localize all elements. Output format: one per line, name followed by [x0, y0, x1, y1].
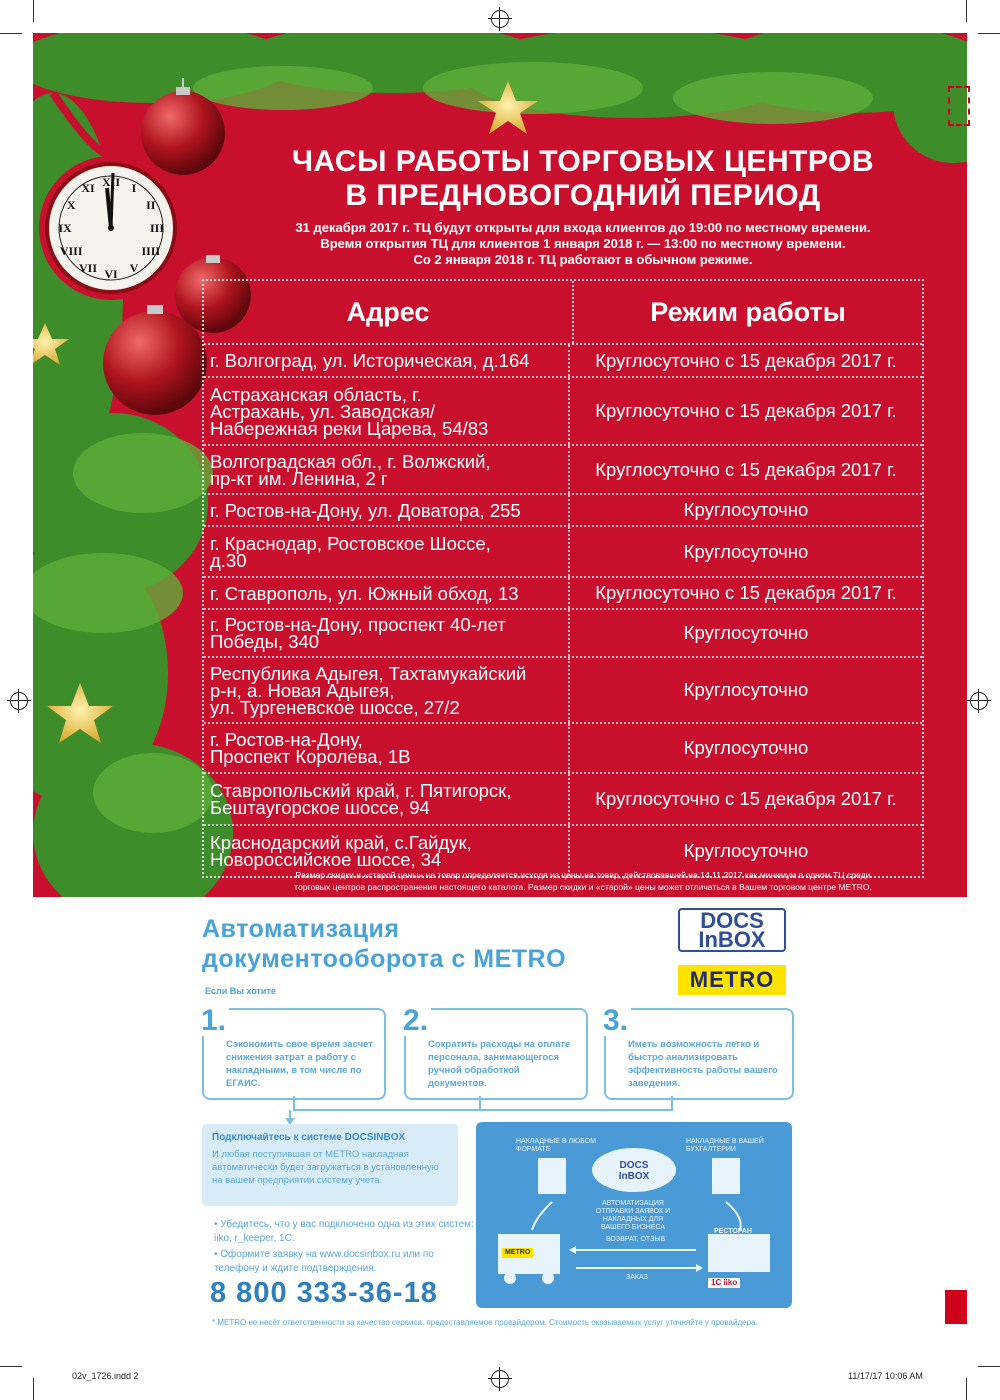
bullet-apply: • Оформите заявку на www.docsinbox.ru или по телефону и ждите подтверждения. [214, 1249, 434, 1274]
metro-logo-text: METRO [689, 967, 775, 992]
cell-mode: Круглосуточно [683, 622, 809, 643]
diagram-systems-label: 1С iiko [708, 1278, 740, 1288]
step-text: Иметь возможность легко и быстро анализировать эффективность работы вашего заведения. [628, 1039, 778, 1089]
diagram-order-label: ЗАКАЗ [626, 1274, 648, 1281]
page-edge-marker [945, 1290, 967, 1324]
cell-mode: Круглосуточно [683, 840, 809, 861]
clock-numeral: II [146, 198, 156, 212]
step-text: Сократить расходы на оплате персонала, занимающегося ручной обработкой документов. [428, 1039, 571, 1089]
banner-title [233, 145, 933, 213]
banner-subtitle [233, 220, 933, 268]
footnote-line2: торговых центров распространения настоящего каталога. Размер скидки и «старой» цены может отличаться в Вашем торговом центре METRO. [294, 882, 872, 892]
table-row [204, 495, 922, 527]
cell-mode: Круглосуточно [683, 540, 809, 562]
ad-title-line1: Автоматизация [202, 915, 400, 943]
table-row [204, 446, 922, 495]
clock-numeral: X [66, 198, 76, 212]
clock-numeral: VI [104, 267, 118, 281]
step-text: Сэкономить свое время засчет снижения затрат а работу с накладными, в том числе по ЕГАИС. [226, 1039, 373, 1089]
cell-mode: Круглосуточно [683, 737, 809, 758]
clock-numeral: V [129, 260, 139, 275]
crop-mark [978, 33, 1000, 34]
cell-address: г. Ростов-на-Дону, ул. Доватора, 255 [204, 495, 570, 525]
clock-numeral: III [149, 221, 165, 235]
step-number: 1. [198, 1006, 229, 1036]
clock-numeral: IX [58, 221, 72, 235]
bullet-systems: • Убедитесь, что у вас подключено одна из этих систем: iiko, r_keeper, 1С. [214, 1219, 474, 1244]
cell-mode: Круглосуточно с 15 декабря 2017 г. [595, 458, 897, 480]
table-row [204, 658, 922, 724]
ad-title [202, 914, 566, 974]
table-row [204, 527, 922, 578]
crop-mark [0, 33, 22, 34]
cell-mode: Круглосуточно с 15 декабря 2017 г. [595, 349, 897, 371]
store-hours-table [202, 279, 924, 878]
clock-numeral: XII [101, 175, 121, 189]
cell-address: г. Ростов-на-Дону, проспект 40-лет Победы, 340 [204, 610, 570, 656]
table-row [204, 610, 922, 658]
cell-mode: Круглосуточно с 15 декабря 2017 г. [595, 582, 897, 603]
table-header [204, 281, 922, 345]
crop-mark [966, 0, 967, 22]
slug-file: 02v_1726.indd 2 [72, 1371, 139, 1381]
subtitle-line3: Со 2 января 2018 г. ТЦ работают в обычном режиме. [413, 252, 753, 267]
workflow-diagram [476, 1122, 792, 1308]
diagram-shop-label: РЕСТОРАН [714, 1228, 752, 1235]
connect-heading: Подключайтесь к системе DOCSINBOX [212, 1132, 406, 1143]
diagram-label-right: НАКЛАДНЫЕ В ВАШЕЙ БУХГАЛТЕРИИ [686, 1138, 764, 1153]
cell-address: г. Краснодар, Ростовское Шоссе, д.30 [204, 527, 570, 576]
registration-mark-right [970, 692, 988, 710]
clock-numeral: IIII [141, 244, 161, 258]
cell-mode: Круглосуточно [683, 499, 809, 520]
cell-address: Волгоградская обл., г. Волжский, пр-кт им. Ленина, 2 г [204, 446, 570, 493]
crop-mark [33, 1378, 34, 1400]
benefit-step-2 [403, 1004, 588, 1100]
subtitle-line1: 31 декабря 2017 г. ТЦ будут открыты для входа клиентов до 19:00 по местному времени. [295, 220, 871, 235]
clock-numeral: XI [81, 181, 95, 196]
header-address: Адрес [204, 281, 574, 343]
cell-address: г. Волгоград, ул. Историческая, д.164 [204, 345, 570, 376]
docsinbox-logo [678, 908, 786, 950]
header-mode: Режим работы [650, 296, 846, 327]
step-number: 3. [600, 1006, 631, 1036]
cell-mode: Круглосуточно [683, 679, 809, 700]
table-row [204, 345, 922, 378]
cell-address: г. Ростов-на-Дону, Проспект Королева, 1В [204, 724, 570, 772]
cell-address: Ставропольский край, г. Пятигорск, Бештаугорское шоссе, 94 [204, 774, 570, 824]
banner-title-line2: В ПРЕДНОВОГОДНИЙ ПЕРИОД [345, 179, 821, 212]
connect-box [202, 1124, 458, 1206]
diagram-label-center: АВТОМАТИЗАЦИЯ ОТПРАВКИ ЗАЯВОК И НАКЛАДНЫХ ДЛЯ ВАШЕГО БИЗНЕСА [595, 1200, 671, 1231]
table-row [204, 378, 922, 446]
cell-mode: Круглосуточно с 15 декабря 2017 г. [595, 400, 897, 421]
benefit-step-1 [201, 1004, 386, 1100]
cell-address: Краснодарский край, с.Гайдук, Новороссийское шоссе, 34 [204, 826, 570, 876]
crop-mark [0, 1366, 22, 1367]
cell-address: Астраханская область, г. Астрахань, ул. Заводская/ Набережная реки Царева, 54/83 [204, 378, 570, 444]
discount-footnote [233, 869, 933, 893]
diagram-feedback-label: ВОЗВРАТ, ОТЗЫВ [606, 1236, 666, 1243]
diagram-label-left: НАКЛАДНЫЕ В ЛЮБОМ ФОРМАТЕ [516, 1138, 596, 1153]
table-row [204, 578, 922, 610]
table-body [204, 345, 922, 876]
svg-text:DOCS: DOCS [619, 1160, 649, 1171]
cell-mode: Круглосуточно с 15 декабря 2017 г. [595, 788, 897, 809]
metro-logo [678, 965, 786, 995]
benefit-step-3 [603, 1004, 794, 1100]
ad-if-you-want: Если Вы хотите [205, 986, 276, 996]
holiday-hours-banner [33, 33, 967, 897]
clock-numeral: VII [78, 260, 98, 275]
diagram-truck-label: METRO [502, 1248, 533, 1258]
ad-disclaimer: * METRO не несёт ответственности за качество сервиса, предоставляемое провайдером. Стоимость оказываемых услуг уточняйте у провайдера. [212, 1318, 758, 1327]
crop-mark [978, 1366, 1000, 1367]
cell-address: Республика Адыгея, Тахтамукайский р-н, а. Новая Адыгея, ул. Тургеневское шоссе, 27/2 [204, 658, 570, 722]
svg-text:InBOX: InBOX [618, 1171, 650, 1182]
ad-title-line2: документооборота с METRO [202, 945, 567, 973]
registration-mark-top [491, 10, 509, 28]
table-row [204, 724, 922, 774]
subtitle-line2: Время открытия ТЦ для клиентов 1 января 2018 г. — 13:00 по местному времени. [320, 236, 846, 251]
table-row [204, 774, 922, 826]
crop-mark [33, 0, 34, 22]
page-edge-marker [948, 86, 970, 126]
registration-mark-bottom [491, 1370, 509, 1388]
phone-number[interactable]: 8 800 333-36-18 [210, 1277, 438, 1309]
docsinbox-logo-line2: InBOX [698, 927, 766, 952]
footnote-line1: Размер скидки и «старой цены» на товар определяется исходя из цены на товар, действовавшей на 14.11.2017 как минимум в одном ТЦ среди [295, 870, 871, 880]
registration-mark-left [10, 692, 28, 710]
cell-address: г. Ставрополь, ул. Южный обход, 13 [204, 578, 570, 608]
connect-text: И любая поступившая от METRO накладная автоматически будет загружаться в установленную на вашем предприятии систему учета. [212, 1149, 439, 1186]
clock-numeral: I [131, 181, 137, 196]
docsinbox-logo-line1: DOCS [700, 908, 764, 933]
step-number: 2. [400, 1006, 431, 1036]
crop-mark [966, 1378, 967, 1400]
slug-datetime: 11/17/17 10:06 AM [848, 1371, 923, 1381]
banner-title-line1: ЧАСЫ РАБОТЫ ТОРГОВЫХ ЦЕНТРОВ [291, 145, 875, 178]
clock-numeral: VIII [59, 244, 83, 258]
